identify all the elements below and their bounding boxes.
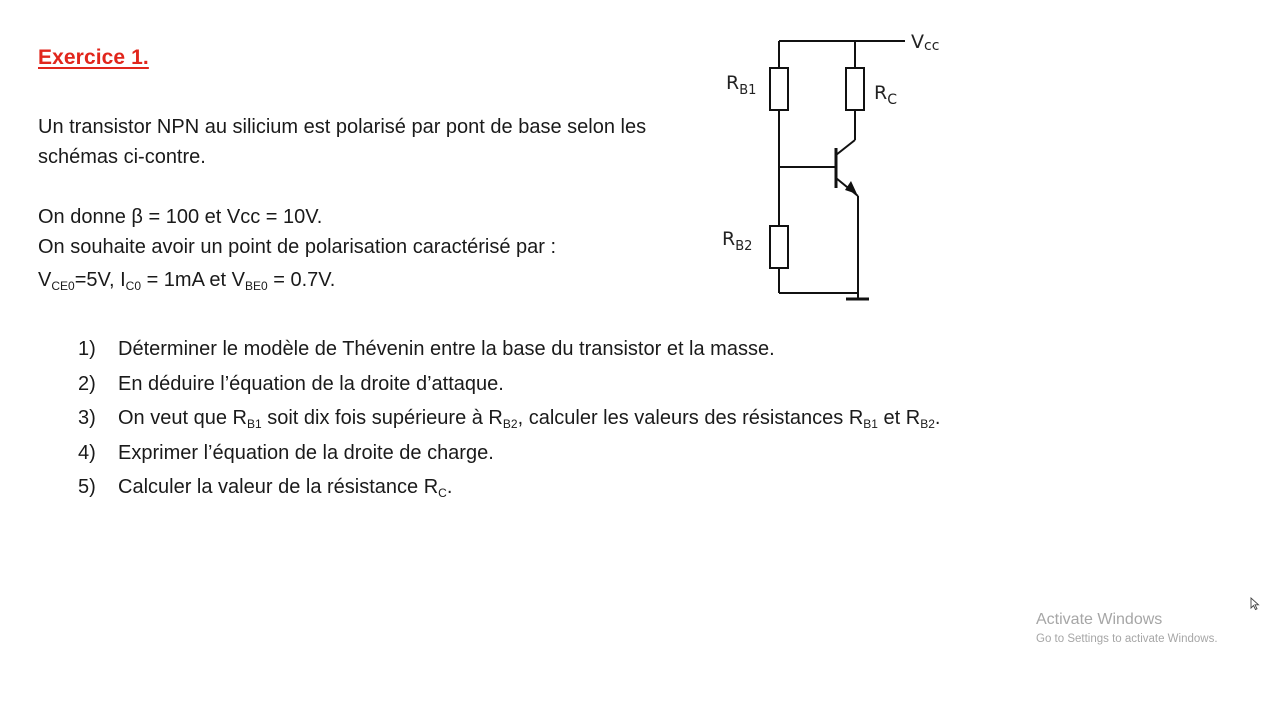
rb1-resistor <box>770 68 788 110</box>
bias-circuit-diagram <box>700 20 960 310</box>
watermark-title: Activate Windows <box>1036 611 1163 628</box>
vce0-symbol: V <box>38 269 52 291</box>
watermark-subtitle: Go to Settings to activate Windows. <box>1036 633 1218 645</box>
ic0-subscript: C0 <box>125 279 142 293</box>
collector-lead <box>836 140 855 155</box>
vbe0-symbol: V <box>231 269 245 291</box>
activation-watermark <box>1036 610 1218 648</box>
given-values: On donne β = 100 et Vcc = 10V. <box>38 206 323 228</box>
question-text-part: On veut que R <box>118 407 247 429</box>
emitter-arrow-icon <box>845 181 857 194</box>
question-subscript: B2 <box>920 417 935 431</box>
question-subscript: C <box>438 486 447 500</box>
question-item <box>78 472 940 507</box>
question-text: En déduire l’équation de la droite d’attaque. <box>118 372 504 395</box>
exercise-intro: Un transistor NPN au silicium est polarisé par pont de base selon les schémas ci-contre. <box>38 116 647 168</box>
question-number: 5) <box>78 476 96 498</box>
rc-resistor <box>846 68 864 110</box>
question-text-part: . <box>446 476 453 498</box>
rb1-label: $R_{B1}$ <box>726 72 757 98</box>
question-item <box>78 438 940 473</box>
vce0-value: =5V, <box>74 269 121 291</box>
question-text-part: , calculer les valeurs des résistances R <box>517 407 864 429</box>
question-text: Exprimer l’équation de la droite de charge. <box>118 441 494 464</box>
question-list <box>78 334 940 507</box>
question-text-part: Calculer la valeur de la résistance R <box>118 476 439 498</box>
mouse-pointer-icon <box>1250 597 1260 611</box>
question-subscript: B1 <box>246 417 262 431</box>
rb2-resistor <box>770 226 788 268</box>
question-number: 2) <box>78 372 96 395</box>
vcc-label: Vcc <box>911 31 940 54</box>
rb2-label: $R_{B2}$ <box>722 228 753 254</box>
question-subscript: B2 <box>502 417 518 431</box>
vbe0-value: = 0.7V. <box>267 269 336 291</box>
given-block <box>38 202 698 262</box>
question-number: 3) <box>78 407 96 429</box>
question-item <box>78 403 940 438</box>
vce0-subscript: CE0 <box>51 279 75 293</box>
exercise-title: Exercice 1. <box>38 46 149 69</box>
vbe0-subscript: BE0 <box>244 279 268 293</box>
question-item <box>78 369 940 404</box>
ic0-symbol: I <box>120 269 126 291</box>
question-text-part: et R <box>877 407 921 429</box>
question-number: 4) <box>78 441 96 464</box>
bias-point-values <box>38 265 335 295</box>
question-number: 1) <box>78 338 96 360</box>
ic0-value: = 1mA et <box>141 269 232 291</box>
question-subscript: B1 <box>863 417 878 431</box>
question-item <box>78 334 940 369</box>
question-text-part: soit dix fois supérieure à R <box>261 407 503 429</box>
rc-label: $R_C$ <box>874 82 897 108</box>
bias-point-statement: On souhaite avoir un point de polarisation caractérisé par : <box>38 236 557 258</box>
question-text: Déterminer le modèle de Thévenin entre la base du transistor et la masse. <box>118 338 775 360</box>
question-text-part: . <box>934 407 941 429</box>
